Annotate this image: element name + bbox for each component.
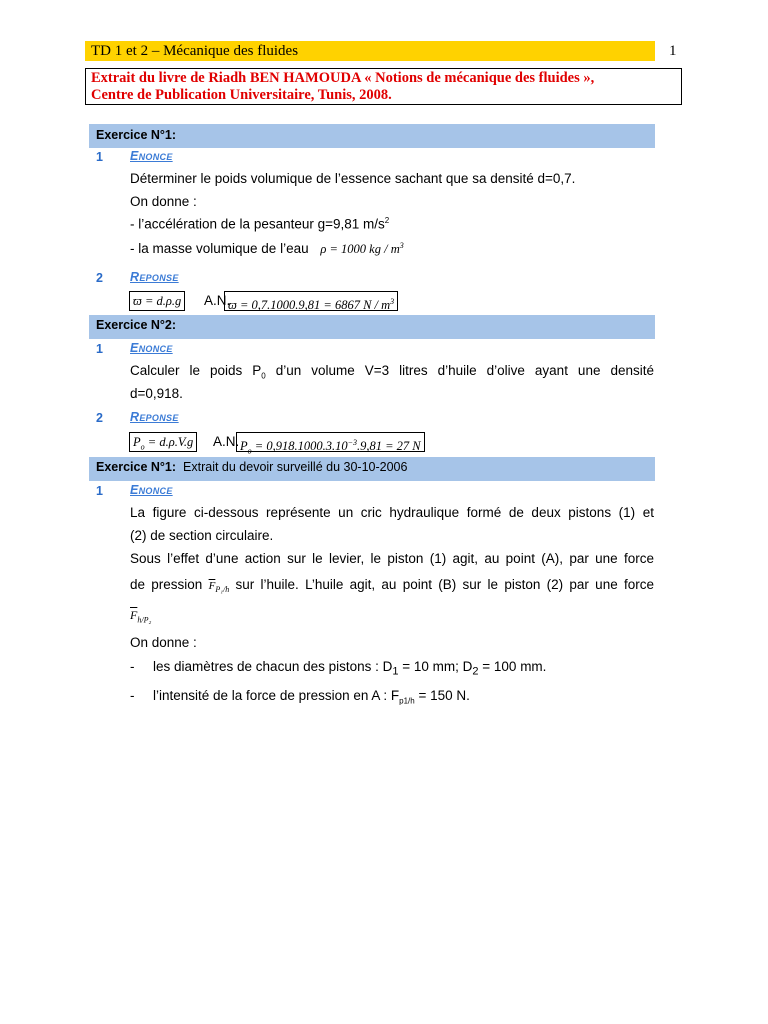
ex1-line-1: Déterminer le poids volumique de l’essence sachant que sa densité d=0,7. [130,171,576,186]
exercise-2-title: Exercice N°2: [96,318,177,332]
ex1-line-4: - la masse volumique de l’eau ρ = 1000 kg / $m^3$ [130,241,404,257]
ex3-bullet-2: l’intensité de la force de pression en A : $F_{p1/h} = 150$ N. [153,688,470,706]
ex1-result-box: ϖ = 0,7.1000.9,81 = 6867 N / $m^3$ [224,291,398,311]
ex3-bullet-2-dash: - [130,688,135,703]
ex3-bullet-1: les diamètres de chacun des pistons : $D_1 = 10$ mm; $D_2 = 100$ mm. [153,659,547,678]
ex1-enonce-number: 1 [96,150,103,164]
ex3-enonce-number: 1 [96,484,103,498]
ex3-line-3: Sous l’effet d’une action sur le levier, le piston (1) agit, au point (A), par une force [130,551,654,566]
ex3-enonce-heading: Enonce [130,483,173,497]
exercise-3-subtitle: Extrait du devoir surveillé du 30-10-2006 [183,460,408,474]
ex2-line-1: Calculer le poids $P_0$ d’un volume V=3 litres d’huile d’olive ayant une densité [130,363,654,381]
ex1-line-2: On donne : [130,194,197,209]
ex2-line-2: d=0,918. [130,386,183,401]
ex1-line-3: - l’accélération de la pesanteur g=9,81 $m/s^2$ [130,216,390,232]
ex1-formula-box: ϖ = d.ρ.g [129,291,185,311]
ex3-line-4: de pression $\overline{F}_{P_1/h}$ sur l’huile. L’huile agit, au point (B) sur le piston (2) par une force [130,577,654,595]
ex1-reponse-heading: Reponse [130,270,179,284]
ex2-reponse-number: 2 [96,411,103,425]
ex1-rho-formula: ρ = 1000 kg / $m^3$ [320,241,404,257]
force-h-p2-symbol: $\overline{F}_{h/P_2}$ [130,608,152,625]
ex1-enonce-heading: Enonce [130,149,173,163]
ex2-formula-box: $P_o = d.\rho.V.g$ [129,432,197,452]
ex3-line-5: On donne : [130,635,197,650]
ex3-line-1: La figure ci-dessous représente un cric hydraulique formé de deux pistons (1) et [130,505,654,520]
force-p1-h-symbol: $\overline{F}_{P_1/h}$ [208,580,230,595]
page-number: 1 [669,43,677,59]
source-line-2: Centre de Publication Universitaire, Tunis, 2008. [91,87,392,103]
exercise-1-title: Exercice N°1: [96,128,177,142]
header-title: TD 1 et 2 – Mécanique des fluides [91,43,299,59]
ex2-reponse-heading: Reponse [130,410,179,424]
ex1-reponse-number: 2 [96,271,103,285]
ex2-an-label: A.N. [213,434,240,449]
exercise-3-title: Exercice N°1: Extrait du devoir surveillé du 30-10-2006 [96,460,408,474]
ex1-an-label: A.N. [204,293,231,308]
ex2-enonce-heading: Enonce [130,341,173,355]
source-line-1: Extrait du livre de Riadh BEN HAMOUDA « Notions de mécanique des fluides », [91,70,595,86]
ex3-bullet-1-dash: - [130,659,135,674]
ex2-result-box: $P_o = 0,918.1000.3.10^{-3}.9,81 = 27$ N [236,432,425,452]
ex2-enonce-number: 1 [96,342,103,356]
ex3-line-2: (2) de section circulaire. [130,528,274,543]
